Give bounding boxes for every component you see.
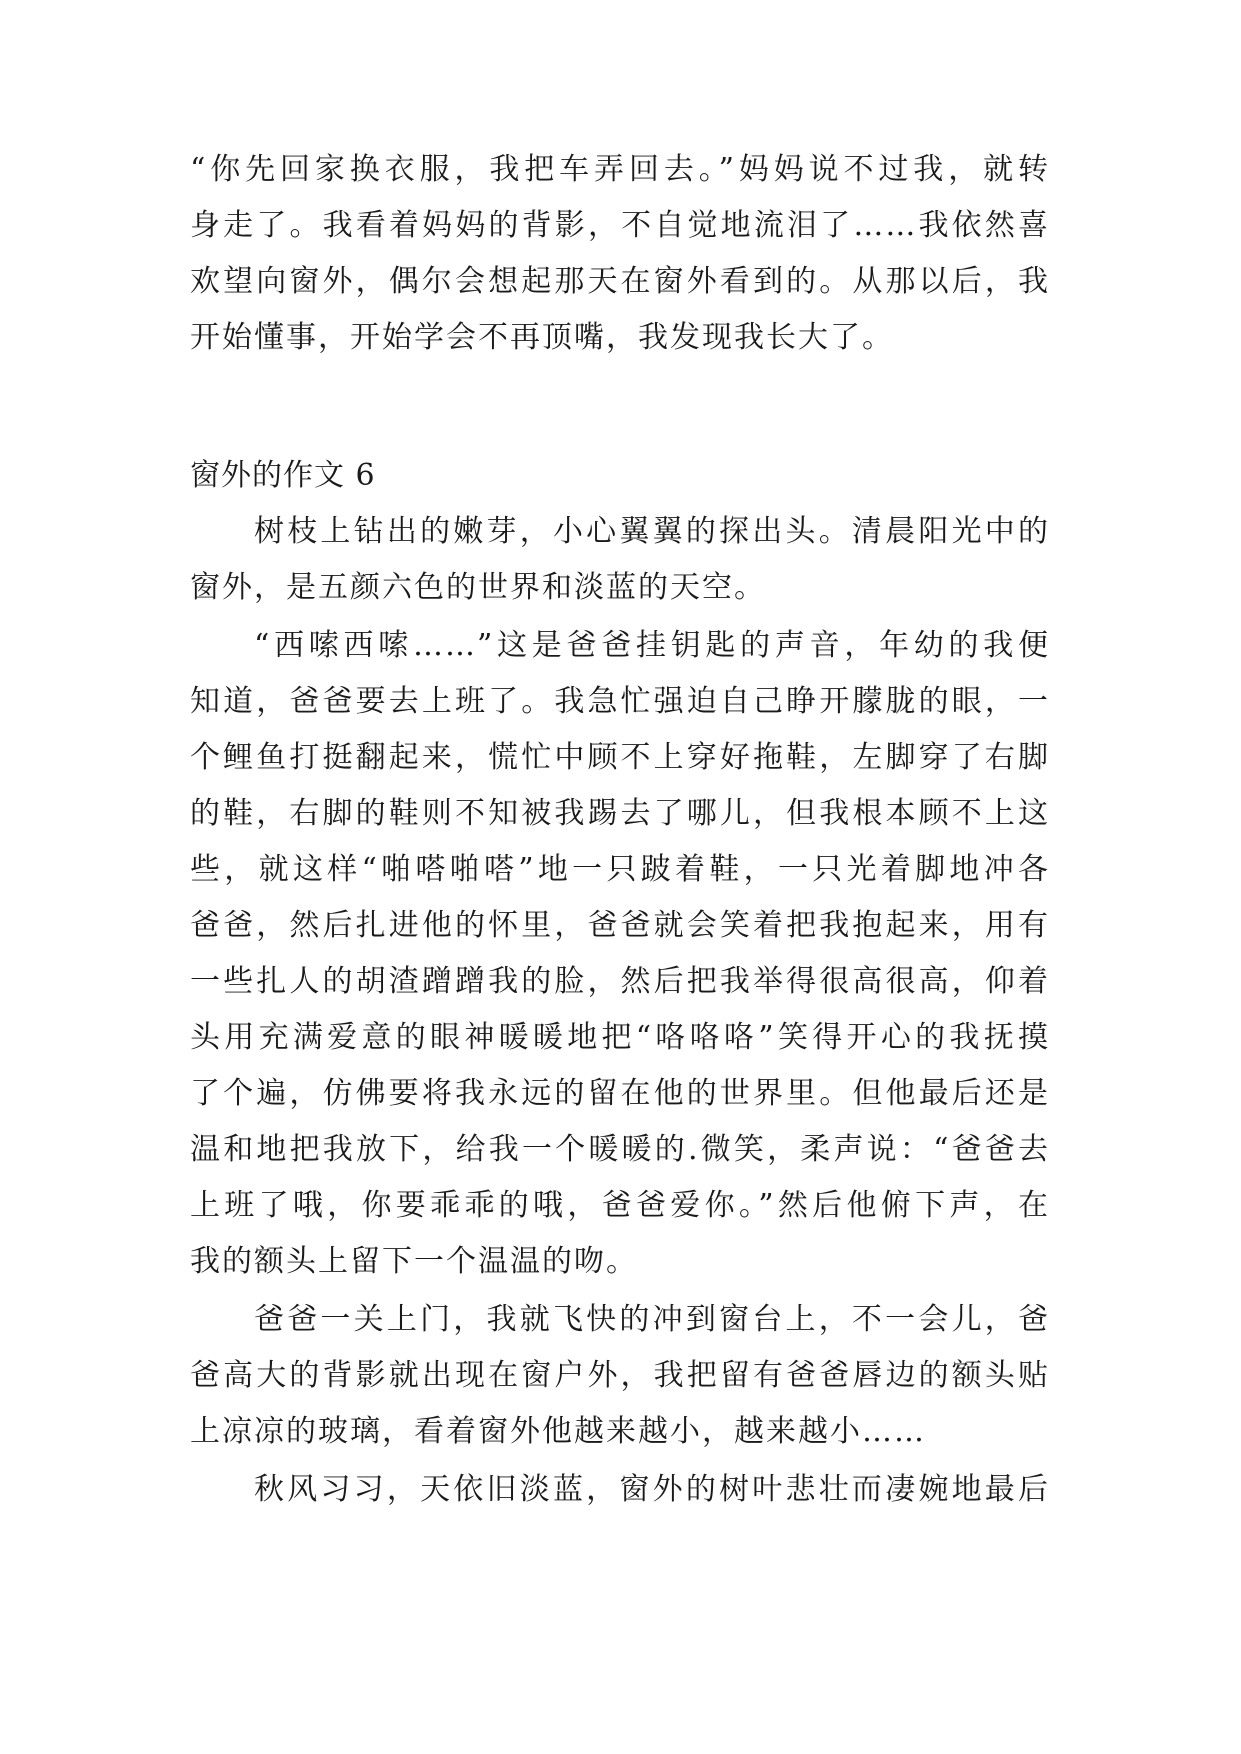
text-line: 我的额头上留下一个温温的吻。 bbox=[190, 1244, 638, 1279]
text-line: 上班了哦，你要乖乖的哦，爸爸爱你。”然后他俯下声，在 bbox=[190, 1188, 1050, 1223]
text-line: 爸爸一关上门，我就飞快的冲到窗台上，不一会儿，爸 bbox=[254, 1302, 1050, 1337]
text-line: 树枝上钻出的嫩芽，小心翼翼的探出头。清晨阳光中的 bbox=[254, 514, 1050, 549]
text-line: 爸高大的背影就出现在窗户外，我把留有爸爸唇边的额头贴 bbox=[190, 1358, 1050, 1393]
text-line: 窗外，是五颜六色的世界和淡蓝的天空。 bbox=[190, 570, 766, 605]
text-line: 开始懂事，开始学会不再顶嘴，我发现我长大了。 bbox=[190, 320, 894, 355]
text-line: 一些扎人的胡渣蹭蹭我的脸，然后把我举得很高很高，仰着 bbox=[190, 964, 1050, 999]
text-line: 些，就这样“啪嗒啪嗒”地一只跛着鞋，一只光着脚地冲各 bbox=[190, 852, 1050, 887]
text-line: 的鞋，右脚的鞋则不知被我踢去了哪儿，但我根本顾不上这 bbox=[190, 796, 1050, 831]
text-line: 身走了。我看着妈妈的背影，不自觉地流泪了……我依然喜 bbox=[190, 208, 1050, 243]
text-line: 头用充满爱意的眼神暖暖地把“咯咯咯”笑得开心的我抚摸 bbox=[190, 1020, 1050, 1055]
text-line: 了个遍，仿佛要将我永远的留在他的世界里。但他最后还是 bbox=[190, 1076, 1050, 1111]
section-title: 窗外的作文 6 bbox=[190, 458, 376, 493]
text-line: 知道，爸爸要去上班了。我急忙强迫自己睁开朦胧的眼，一 bbox=[190, 684, 1050, 719]
text-line: “你先回家换衣服，我把车弄回去。”妈妈说不过我，就转 bbox=[190, 152, 1050, 187]
text-line: 温和地把我放下，给我一个暖暖的.微笑，柔声说：“爸爸去 bbox=[190, 1132, 1050, 1167]
text-line: 欢望向窗外，偶尔会想起那天在窗外看到的。从那以后，我 bbox=[190, 264, 1050, 299]
text-line: 爸爸，然后扎进他的怀里，爸爸就会笑着把我抱起来，用有 bbox=[190, 908, 1050, 943]
text-line: “西嗦西嗦……”这是爸爸挂钥匙的声音，年幼的我便 bbox=[254, 628, 1050, 663]
text-line: 个鲤鱼打挺翻起来，慌忙中顾不上穿好拖鞋，左脚穿了右脚 bbox=[190, 740, 1050, 775]
text-line: 秋风习习，天依旧淡蓝，窗外的树叶悲壮而凄婉地最后 bbox=[254, 1472, 1050, 1507]
text-line: 上凉凉的玻璃，看着窗外他越来越小，越来越小…… bbox=[190, 1414, 926, 1449]
